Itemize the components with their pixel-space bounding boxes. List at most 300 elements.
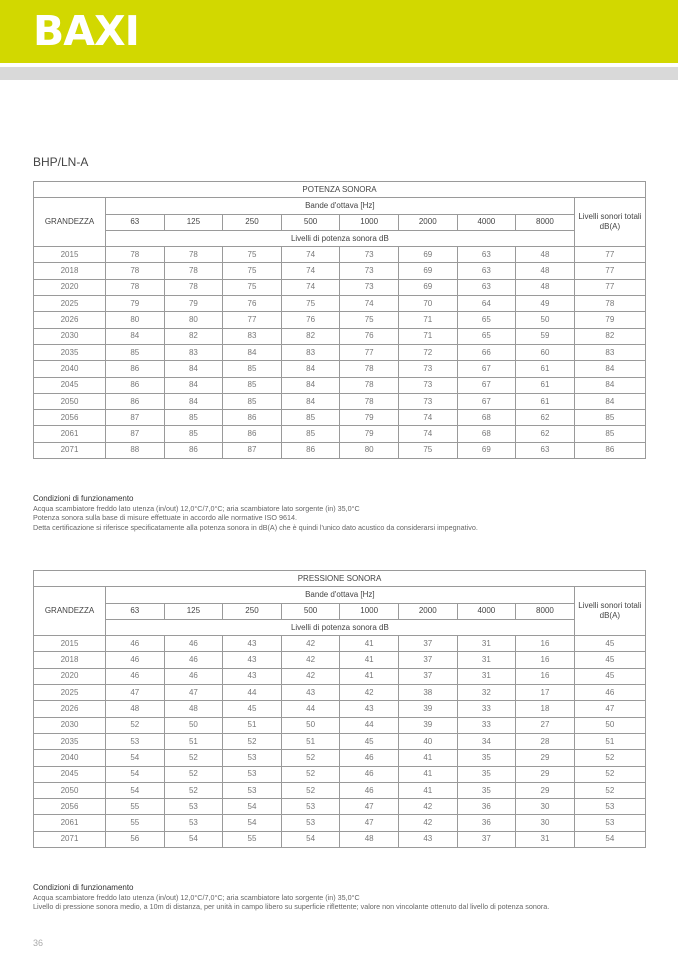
band-level-cell: 86 [281, 442, 340, 458]
band-level-cell: 53 [164, 815, 223, 831]
table-row [34, 279, 646, 295]
band-level-cell: 84 [106, 328, 165, 344]
band-level-cell: 73 [340, 279, 399, 295]
band-level-cell: 48 [516, 263, 575, 279]
band-level-cell: 30 [516, 799, 575, 815]
band-level-cell: 35 [457, 782, 516, 798]
band-level-cell: 63 [457, 279, 516, 295]
table-title-row [34, 571, 646, 587]
band-level-cell: 86 [106, 377, 165, 393]
band-level-cell: 82 [281, 328, 340, 344]
total-level-cell: 52 [574, 782, 645, 798]
table-row [34, 344, 646, 360]
band-level-cell: 18 [516, 701, 575, 717]
band-level-cell: 78 [164, 263, 223, 279]
band-level-cell: 74 [281, 279, 340, 295]
total-level-cell: 84 [574, 361, 645, 377]
band-level-cell: 84 [281, 361, 340, 377]
band-level-cell: 78 [164, 279, 223, 295]
band-level-cell: 62 [516, 426, 575, 442]
model-size-cell: 2061 [34, 426, 106, 442]
band-level-cell: 46 [340, 750, 399, 766]
band-level-cell: 43 [340, 701, 399, 717]
band-level-cell: 79 [164, 296, 223, 312]
band-level-cell: 37 [398, 668, 457, 684]
band-level-cell: 76 [223, 296, 282, 312]
band-level-cell: 61 [516, 393, 575, 409]
band-level-cell: 52 [106, 717, 165, 733]
table-row [34, 733, 646, 749]
band-level-cell: 41 [340, 636, 399, 652]
band-level-cell: 54 [164, 831, 223, 847]
band-level-cell: 33 [457, 717, 516, 733]
band-level-cell: 52 [281, 766, 340, 782]
band-level-cell: 79 [106, 296, 165, 312]
band-level-cell: 82 [164, 328, 223, 344]
frequency-header: 63 [106, 603, 165, 619]
band-level-cell: 30 [516, 815, 575, 831]
page-title: BHP/LN-A [33, 155, 89, 169]
band-level-cell: 47 [340, 815, 399, 831]
band-level-cell: 77 [340, 344, 399, 360]
total-level-cell: 85 [574, 426, 645, 442]
band-level-cell: 59 [516, 328, 575, 344]
sound-pressure-table [33, 570, 646, 848]
band-level-cell: 32 [457, 685, 516, 701]
band-level-cell: 43 [223, 636, 282, 652]
baxi-logo: BAXI [33, 7, 139, 55]
band-level-cell: 42 [398, 815, 457, 831]
band-level-cell: 31 [457, 652, 516, 668]
model-size-cell: 2025 [34, 685, 106, 701]
band-level-cell: 48 [106, 701, 165, 717]
band-level-cell: 73 [340, 263, 399, 279]
band-level-cell: 46 [106, 652, 165, 668]
notes-title: Condizioni di funzionamento [33, 883, 134, 892]
notes-title: Condizioni di funzionamento [33, 494, 134, 503]
band-level-cell: 53 [106, 733, 165, 749]
model-size-cell: 2045 [34, 766, 106, 782]
band-level-cell: 86 [106, 361, 165, 377]
band-level-cell: 53 [223, 750, 282, 766]
total-level-cell: 83 [574, 344, 645, 360]
band-level-cell: 34 [457, 733, 516, 749]
band-level-cell: 78 [106, 247, 165, 263]
total-level-cell: 47 [574, 701, 645, 717]
band-level-cell: 51 [223, 717, 282, 733]
frequency-header: 63 [106, 214, 165, 230]
band-level-cell: 85 [281, 426, 340, 442]
band-level-cell: 54 [223, 815, 282, 831]
band-level-cell: 54 [223, 799, 282, 815]
band-level-cell: 47 [106, 685, 165, 701]
band-level-cell: 83 [223, 328, 282, 344]
band-level-cell: 65 [457, 328, 516, 344]
table-row [34, 247, 646, 263]
band-level-cell: 71 [398, 328, 457, 344]
band-level-cell: 41 [398, 782, 457, 798]
band-level-cell: 64 [457, 296, 516, 312]
band-level-cell: 60 [516, 344, 575, 360]
band-level-cell: 41 [340, 652, 399, 668]
band-level-cell: 74 [281, 263, 340, 279]
band-level-cell: 51 [164, 733, 223, 749]
total-level-cell: 77 [574, 279, 645, 295]
sound-power-table [33, 181, 646, 459]
frequency-header: 8000 [516, 603, 575, 619]
band-level-cell: 42 [398, 799, 457, 815]
band-level-cell: 87 [223, 442, 282, 458]
band-level-cell: 33 [457, 701, 516, 717]
band-level-cell: 85 [281, 410, 340, 426]
model-size-cell: 2040 [34, 750, 106, 766]
band-level-cell: 70 [398, 296, 457, 312]
band-level-cell: 76 [281, 312, 340, 328]
band-level-cell: 75 [223, 263, 282, 279]
frequency-header: 250 [223, 603, 282, 619]
model-size-cell: 2026 [34, 312, 106, 328]
band-level-cell: 61 [516, 377, 575, 393]
header-row [34, 198, 646, 214]
band-level-cell: 42 [340, 685, 399, 701]
band-level-cell: 42 [281, 668, 340, 684]
band-level-cell: 79 [340, 410, 399, 426]
band-level-cell: 83 [164, 344, 223, 360]
band-level-cell: 86 [223, 410, 282, 426]
model-size-cell: 2056 [34, 410, 106, 426]
band-level-cell: 40 [398, 733, 457, 749]
table-row [34, 312, 646, 328]
operating-conditions-notes-2 [33, 883, 549, 912]
model-size-cell: 2030 [34, 717, 106, 733]
table-row [34, 377, 646, 393]
frequency-header: 8000 [516, 214, 575, 230]
header-row [34, 587, 646, 603]
band-level-cell: 75 [223, 279, 282, 295]
band-level-cell: 27 [516, 717, 575, 733]
model-size-cell: 2035 [34, 344, 106, 360]
table-row [34, 328, 646, 344]
table-row [34, 442, 646, 458]
total-level-cell: 84 [574, 377, 645, 393]
band-level-cell: 46 [106, 668, 165, 684]
band-level-cell: 78 [340, 393, 399, 409]
notes-line: Livello di pressione sonora medio, a 10m di distanza, per unità in campo libero su superficie riflettente; valore non vincolante ottenuto dal livello di potenza sonora. [33, 902, 550, 912]
band-level-cell: 85 [223, 361, 282, 377]
band-level-cell: 44 [281, 701, 340, 717]
band-level-cell: 80 [340, 442, 399, 458]
band-level-cell: 29 [516, 766, 575, 782]
column-header-grandezza: GRANDEZZA [34, 587, 106, 636]
band-level-cell: 44 [223, 685, 282, 701]
levels-header: Livelli di potenza sonora dB [106, 619, 575, 635]
band-level-cell: 38 [398, 685, 457, 701]
band-level-cell: 52 [164, 766, 223, 782]
band-level-cell: 37 [398, 652, 457, 668]
notes-line: Detta certificazione si riferisce specificatamente alla potenza sonora in dB(A) che è quindi l'unico dato acustico da considerarsi impegnativo. [33, 522, 478, 532]
total-level-cell: 77 [574, 247, 645, 263]
band-level-cell: 45 [223, 701, 282, 717]
band-level-cell: 68 [457, 410, 516, 426]
band-level-cell: 83 [281, 344, 340, 360]
band-level-cell: 75 [398, 442, 457, 458]
table-row [34, 361, 646, 377]
total-level-cell: 78 [574, 296, 645, 312]
band-level-cell: 84 [223, 344, 282, 360]
band-level-cell: 17 [516, 685, 575, 701]
band-level-cell: 42 [281, 636, 340, 652]
band-level-cell: 37 [457, 831, 516, 847]
total-level-cell: 51 [574, 733, 645, 749]
total-level-cell: 52 [574, 766, 645, 782]
model-size-cell: 2071 [34, 442, 106, 458]
operating-conditions-notes-1 [33, 494, 478, 532]
band-level-cell: 85 [164, 426, 223, 442]
band-level-cell: 35 [457, 750, 516, 766]
band-level-cell: 86 [106, 393, 165, 409]
band-level-cell: 29 [516, 750, 575, 766]
band-level-cell: 42 [281, 652, 340, 668]
band-level-cell: 53 [164, 799, 223, 815]
band-level-cell: 76 [340, 328, 399, 344]
band-level-cell: 55 [223, 831, 282, 847]
table-row [34, 766, 646, 782]
band-level-cell: 41 [398, 750, 457, 766]
model-size-cell: 2030 [34, 328, 106, 344]
column-header-total: Livelli sonori totali dB(A) [574, 198, 645, 247]
band-level-cell: 78 [340, 377, 399, 393]
total-level-cell: 54 [574, 831, 645, 847]
band-level-cell: 85 [223, 393, 282, 409]
band-level-cell: 31 [516, 831, 575, 847]
notes-line: Potenza sonora sulla base di misure effettuate in accordo alle normative ISO 9614. [33, 513, 297, 523]
table-row [34, 831, 646, 847]
frequency-header: 125 [164, 603, 223, 619]
band-level-cell: 78 [164, 247, 223, 263]
total-level-cell: 79 [574, 312, 645, 328]
band-level-cell: 47 [340, 799, 399, 815]
band-level-cell: 52 [223, 733, 282, 749]
notes-line: Acqua scambiatore freddo lato utenza (in/out) 12,0°C/7,0°C; aria scambiatore lato sorgente (in) 35,0°C [33, 503, 360, 513]
band-level-cell: 69 [457, 442, 516, 458]
frequency-header: 1000 [340, 214, 399, 230]
band-level-cell: 43 [281, 685, 340, 701]
band-level-cell: 88 [106, 442, 165, 458]
band-level-cell: 74 [398, 410, 457, 426]
band-level-cell: 69 [398, 247, 457, 263]
band-level-cell: 16 [516, 636, 575, 652]
total-level-cell: 77 [574, 263, 645, 279]
table-row [34, 782, 646, 798]
table-row [34, 296, 646, 312]
table-row [34, 750, 646, 766]
band-level-cell: 46 [164, 668, 223, 684]
band-level-cell: 35 [457, 766, 516, 782]
band-level-cell: 43 [223, 668, 282, 684]
total-level-cell: 45 [574, 652, 645, 668]
band-level-cell: 84 [281, 393, 340, 409]
table-row [34, 636, 646, 652]
frequency-header: 2000 [398, 603, 457, 619]
table-row [34, 668, 646, 684]
band-level-cell: 46 [106, 636, 165, 652]
total-level-cell: 52 [574, 750, 645, 766]
band-level-cell: 50 [164, 717, 223, 733]
header-divider [0, 67, 678, 80]
total-level-cell: 84 [574, 393, 645, 409]
frequency-header: 4000 [457, 214, 516, 230]
band-level-cell: 52 [281, 750, 340, 766]
model-size-cell: 2015 [34, 636, 106, 652]
model-size-cell: 2018 [34, 263, 106, 279]
band-level-cell: 67 [457, 377, 516, 393]
band-level-cell: 54 [281, 831, 340, 847]
band-level-cell: 67 [457, 361, 516, 377]
band-level-cell: 49 [516, 296, 575, 312]
band-level-cell: 53 [223, 766, 282, 782]
band-level-cell: 72 [398, 344, 457, 360]
octave-bands-header: Bande d'ottava [Hz] [106, 587, 575, 603]
band-level-cell: 75 [223, 247, 282, 263]
band-level-cell: 84 [164, 361, 223, 377]
band-level-cell: 46 [340, 782, 399, 798]
band-level-cell: 53 [281, 799, 340, 815]
band-level-cell: 55 [106, 799, 165, 815]
band-level-cell: 63 [457, 247, 516, 263]
table-row [34, 717, 646, 733]
band-level-cell: 54 [106, 750, 165, 766]
band-level-cell: 86 [223, 426, 282, 442]
band-level-cell: 44 [340, 717, 399, 733]
band-level-cell: 36 [457, 799, 516, 815]
band-level-cell: 46 [340, 766, 399, 782]
band-level-cell: 50 [281, 717, 340, 733]
band-level-cell: 77 [223, 312, 282, 328]
table-row [34, 799, 646, 815]
model-size-cell: 2071 [34, 831, 106, 847]
column-header-total: Livelli sonori totali dB(A) [574, 587, 645, 636]
band-level-cell: 48 [516, 247, 575, 263]
model-size-cell: 2050 [34, 393, 106, 409]
band-level-cell: 16 [516, 652, 575, 668]
frequency-header: 4000 [457, 603, 516, 619]
band-level-cell: 63 [516, 442, 575, 458]
frequency-row [34, 603, 646, 619]
frequency-header: 125 [164, 214, 223, 230]
band-level-cell: 31 [457, 668, 516, 684]
band-level-cell: 74 [398, 426, 457, 442]
band-level-cell: 55 [106, 815, 165, 831]
band-level-cell: 62 [516, 410, 575, 426]
band-level-cell: 39 [398, 717, 457, 733]
band-level-cell: 52 [164, 782, 223, 798]
band-level-cell: 87 [106, 410, 165, 426]
table-row [34, 410, 646, 426]
model-size-cell: 2020 [34, 668, 106, 684]
band-level-cell: 50 [516, 312, 575, 328]
total-level-cell: 86 [574, 442, 645, 458]
model-size-cell: 2050 [34, 782, 106, 798]
band-level-cell: 69 [398, 263, 457, 279]
octave-bands-header: Bande d'ottava [Hz] [106, 198, 575, 214]
notes-line: Acqua scambiatore freddo lato utenza (in/out) 12,0°C/7,0°C; aria scambiatore lato sorgente (in) 35,0°C [33, 892, 360, 902]
band-level-cell: 74 [340, 296, 399, 312]
band-level-cell: 36 [457, 815, 516, 831]
model-size-cell: 2026 [34, 701, 106, 717]
table-row [34, 685, 646, 701]
table-row [34, 426, 646, 442]
frequency-header: 250 [223, 214, 282, 230]
band-level-cell: 80 [106, 312, 165, 328]
frequency-header: 500 [281, 214, 340, 230]
band-level-cell: 74 [281, 247, 340, 263]
total-level-cell: 50 [574, 717, 645, 733]
model-size-cell: 2061 [34, 815, 106, 831]
band-level-cell: 47 [164, 685, 223, 701]
model-size-cell: 2040 [34, 361, 106, 377]
band-level-cell: 29 [516, 782, 575, 798]
band-level-cell: 45 [340, 733, 399, 749]
band-level-cell: 46 [164, 636, 223, 652]
model-size-cell: 2015 [34, 247, 106, 263]
table-row [34, 701, 646, 717]
total-level-cell: 46 [574, 685, 645, 701]
band-level-cell: 46 [164, 652, 223, 668]
frequency-header: 500 [281, 603, 340, 619]
band-level-cell: 75 [340, 312, 399, 328]
model-size-cell: 2056 [34, 799, 106, 815]
band-level-cell: 31 [457, 636, 516, 652]
frequency-header: 2000 [398, 214, 457, 230]
band-level-cell: 51 [281, 733, 340, 749]
band-level-cell: 63 [457, 263, 516, 279]
band-level-cell: 37 [398, 636, 457, 652]
band-level-cell: 28 [516, 733, 575, 749]
total-level-cell: 45 [574, 668, 645, 684]
levels-row [34, 619, 646, 635]
model-size-cell: 2018 [34, 652, 106, 668]
band-level-cell: 68 [457, 426, 516, 442]
table-row [34, 393, 646, 409]
band-level-cell: 41 [398, 766, 457, 782]
frequency-header: 1000 [340, 603, 399, 619]
band-level-cell: 56 [106, 831, 165, 847]
band-level-cell: 52 [281, 782, 340, 798]
band-level-cell: 48 [340, 831, 399, 847]
band-level-cell: 78 [106, 263, 165, 279]
model-size-cell: 2045 [34, 377, 106, 393]
band-level-cell: 73 [398, 393, 457, 409]
table-title-row [34, 182, 646, 198]
table-title: PRESSIONE SONORA [34, 571, 646, 587]
total-level-cell: 85 [574, 410, 645, 426]
levels-row [34, 230, 646, 246]
frequency-row [34, 214, 646, 230]
total-level-cell: 45 [574, 636, 645, 652]
total-level-cell: 53 [574, 815, 645, 831]
band-level-cell: 73 [340, 247, 399, 263]
header-band [0, 0, 678, 63]
band-level-cell: 80 [164, 312, 223, 328]
band-level-cell: 67 [457, 393, 516, 409]
band-level-cell: 41 [340, 668, 399, 684]
band-level-cell: 54 [106, 766, 165, 782]
table-title: POTENZA SONORA [34, 182, 646, 198]
band-level-cell: 43 [223, 652, 282, 668]
band-level-cell: 85 [223, 377, 282, 393]
band-level-cell: 43 [398, 831, 457, 847]
band-level-cell: 86 [164, 442, 223, 458]
